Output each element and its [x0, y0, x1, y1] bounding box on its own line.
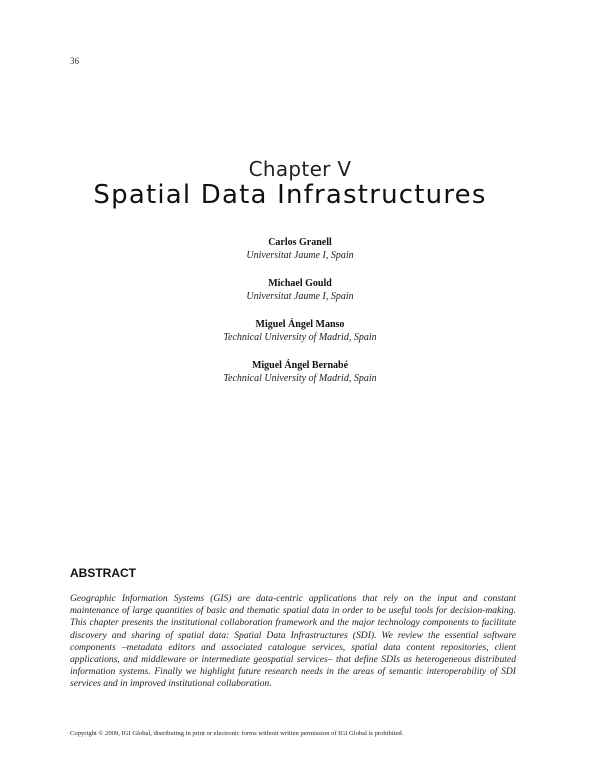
- author-affiliation: Technical University of Madrid, Spain: [223, 373, 377, 384]
- author-name: Carlos Granell: [268, 237, 332, 248]
- author-name: Michael Gould: [268, 278, 332, 289]
- author-entry: [0, 236, 600, 262]
- author-list: [0, 236, 600, 400]
- author-affiliation: Universitat Jaume I, Spain: [246, 291, 354, 302]
- author-entry: [0, 318, 600, 344]
- abstract-heading: ABSTRACT: [70, 566, 136, 580]
- author-name: Miguel Ángel Bernabé: [251, 360, 349, 371]
- abstract-text: Geographic Information Systems (GIS) are data-centric applications that rely on the input and constant maintenance of large quantities of basic and thematic spatial data in order to be useful tools for decision-making. This chapter presents the institutional collaboration framework and the major technology components to facilitate discovery and sharing of spatial data: Spatial Data Infrastructures (SDI). We review the essential software components –metadata editors and associated catalogue services, spatial data content repositories, client applications, and middleware or intermediate geospatial services– that define SDIs as heterogeneous distributed information systems. Finally we highlight future research needs in the areas of semantic interoperability of SDI services and in improved institutional collaboration.: [70, 593, 516, 690]
- author-affiliation: Technical University of Madrid, Spain: [223, 332, 377, 343]
- copyright-notice: Copyright © 2009, IGI Global, distributing in print or electronic forms without written permission of IGI Global is prohibited.: [70, 730, 404, 737]
- author-affiliation: Universitat Jaume I, Spain: [246, 250, 354, 261]
- author-name: Miguel Ángel Manso: [255, 319, 345, 330]
- chapter-label: Chapter V: [248, 157, 352, 181]
- chapter-title: Spatial Data Infrastructures: [93, 180, 487, 210]
- page-number: 36: [70, 56, 79, 66]
- author-entry: [0, 359, 600, 385]
- author-entry: [0, 277, 600, 303]
